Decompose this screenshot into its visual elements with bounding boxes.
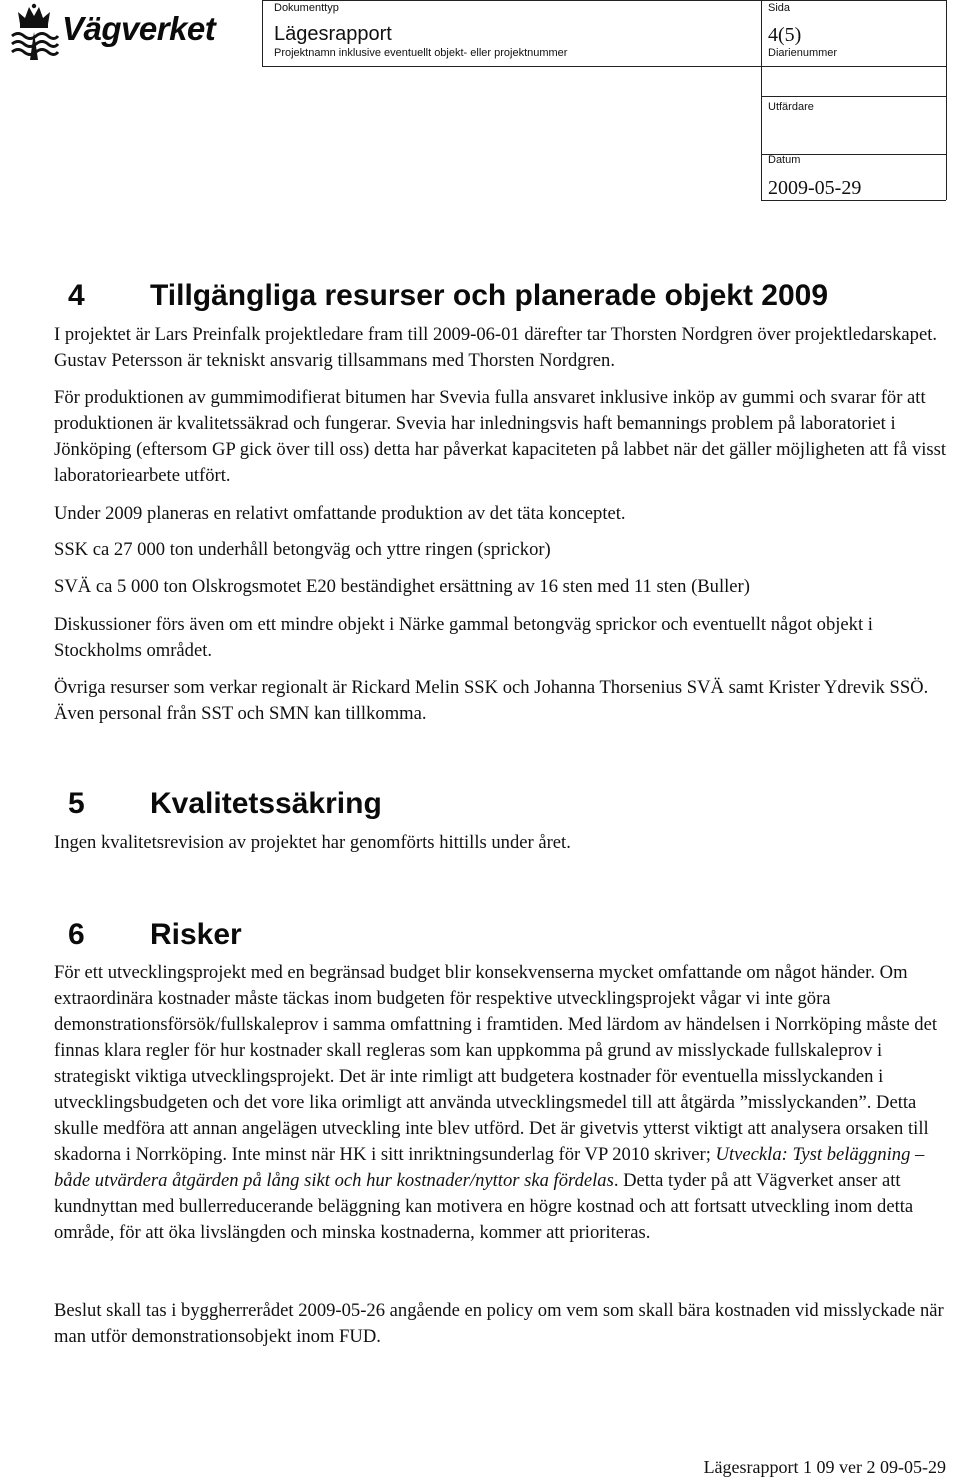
header-divider (761, 96, 946, 97)
header-divider (946, 0, 947, 200)
header-divider (761, 0, 762, 200)
paragraph: Beslut skall tas i byggherrerådet 2009-05-26 angående en policy om vem som skall bära kostnaden vid misslyckade när man utför demonstrationsobjekt inom FUD. (54, 1300, 944, 1347)
section-heading (68, 787, 382, 821)
section-heading (68, 918, 242, 952)
paragraph-text: För ett utvecklingsprojekt med en begränsad budget blir konsekvenserna mycket omfattande om något händer. Om extraordinära kostnader måste täckas inom budgeten för respektive utvecklingsprojekt vågar vi inte göra demonstrationsförsök/fullskaleprov i samma omfattning i framtiden. Med lärdom av händelsen i Norrköping måste det finnas klara regler för hur kostnader skall regleras som kan uppkomma på grund av misslyckade fullskaleprov i strategiskt viktiga utvecklingsprojekt. Det är inte rimligt att budgetera kostnader för eventuella misslyckanden i utvecklingsbudgeten och det vore lika orimligt att använda utvecklingsmedel till att åtgärda ”misslyckanden”. Detta skulle medföra att annan angelägen utveckling inte blev utförd. Det är givetvis ytterst viktigt att analysera orsaken till skadorna i Norrköping. Inte minst när HK i sitt inriktningsunderlag för VP 2010 skriver; (54, 962, 938, 1165)
paragraph: Ingen kvalitetsrevision av projektet har genomförts hittills under året. (54, 832, 571, 853)
paragraph: SSK ca 27 000 ton underhåll betongväg och yttre ringen (sprickor) (54, 539, 551, 560)
section-number: 6 (68, 918, 85, 951)
logo (0, 0, 262, 66)
project-name-label: Projektnamn inklusive eventuellt objekt- eller projektnummer (274, 47, 568, 59)
section-number: 4 (68, 279, 85, 312)
header-divider (262, 0, 263, 66)
section-number: 5 (68, 787, 85, 820)
doc-type-label: Dokumenttyp (274, 2, 339, 14)
paragraph (54, 960, 954, 1246)
paragraph: SVÄ ca 5 000 ton Olskrogsmotet E20 beständighet ersättning av 16 sten med 11 sten (Buller) (54, 576, 750, 597)
page-number: 4(5) (768, 24, 802, 46)
header-divider (761, 66, 946, 67)
header-divider (262, 66, 761, 67)
page-footer: Lägesrapport 1 09 ver 2 09-05-29 (703, 1457, 946, 1477)
paragraph: För produktionen av gummimodifierat bitumen har Svevia fulla ansvaret inklusive inköp av gummi och svarar för att produktionen är kvalitetssäkrad och fungerar. Svevia har inledningsvis haft bemannings problem på laboratoriet i Jönköping (eftersom GP gick över till oss) detta har påverkat kapaciteten på labbet när det gäller möjligheten att få visst laboratoriearbete utfört. (54, 387, 947, 486)
header-divider (262, 0, 946, 1)
doc-type: Lägesrapport (274, 23, 392, 45)
paragraph: Under 2009 planeras en relativt omfattande produktion av det täta konceptet. (54, 503, 626, 524)
crown-wave-icon (8, 2, 60, 62)
issuer-label: Utfärdare (768, 101, 814, 113)
page-label: Sida (768, 2, 791, 14)
paragraph: Diskussioner förs även om ett mindre objekt i Närke gammal betongväg sprickor och eventuellt något objekt i Stockholms området. (54, 614, 873, 661)
logo-wordmark: Vägverket (62, 10, 216, 47)
section-heading (68, 279, 828, 313)
paragraph-text: . Detta tyder på att Vägverket anser att kundnyttan med bullerreducerande beläggning kan motivera en högre kostnad och att fortsatt utveckling inom detta område, för att öka livslängden och minska kostnaderna, kommer att prioriteras. (54, 1170, 914, 1243)
section-title: Tillgängliga resurser och planerade objekt 2009 (150, 279, 829, 312)
diary-number-label: Diarienummer (768, 47, 838, 59)
date-label: Datum (768, 154, 801, 166)
paragraph: I projektet är Lars Preinfalk projektledare fram till 2009-06-01 därefter tar Thorsten Nordgren över projektledarskapet. Gustav Petersson är tekniskt ansvarig tillsammans med Thorsten Nordgren. (54, 324, 938, 371)
section-title: Kvalitetssäkring (150, 787, 382, 820)
quoted-text: Utveckla: Tyst beläggning – både utvärdera åtgärden på lång sikt och hur kostnader/nyttor ska fördelas (54, 1144, 925, 1191)
date-value: 2009-05-29 (768, 177, 862, 199)
section-title: Risker (150, 918, 242, 951)
header-divider (761, 200, 946, 201)
paragraph: Övriga resurser som verkar regionalt är Rickard Melin SSK och Johanna Thorsenius SVÄ samt Krister Ydrevik SSÖ. Även personal från SST och SMN kan tillkomma. (54, 677, 929, 724)
